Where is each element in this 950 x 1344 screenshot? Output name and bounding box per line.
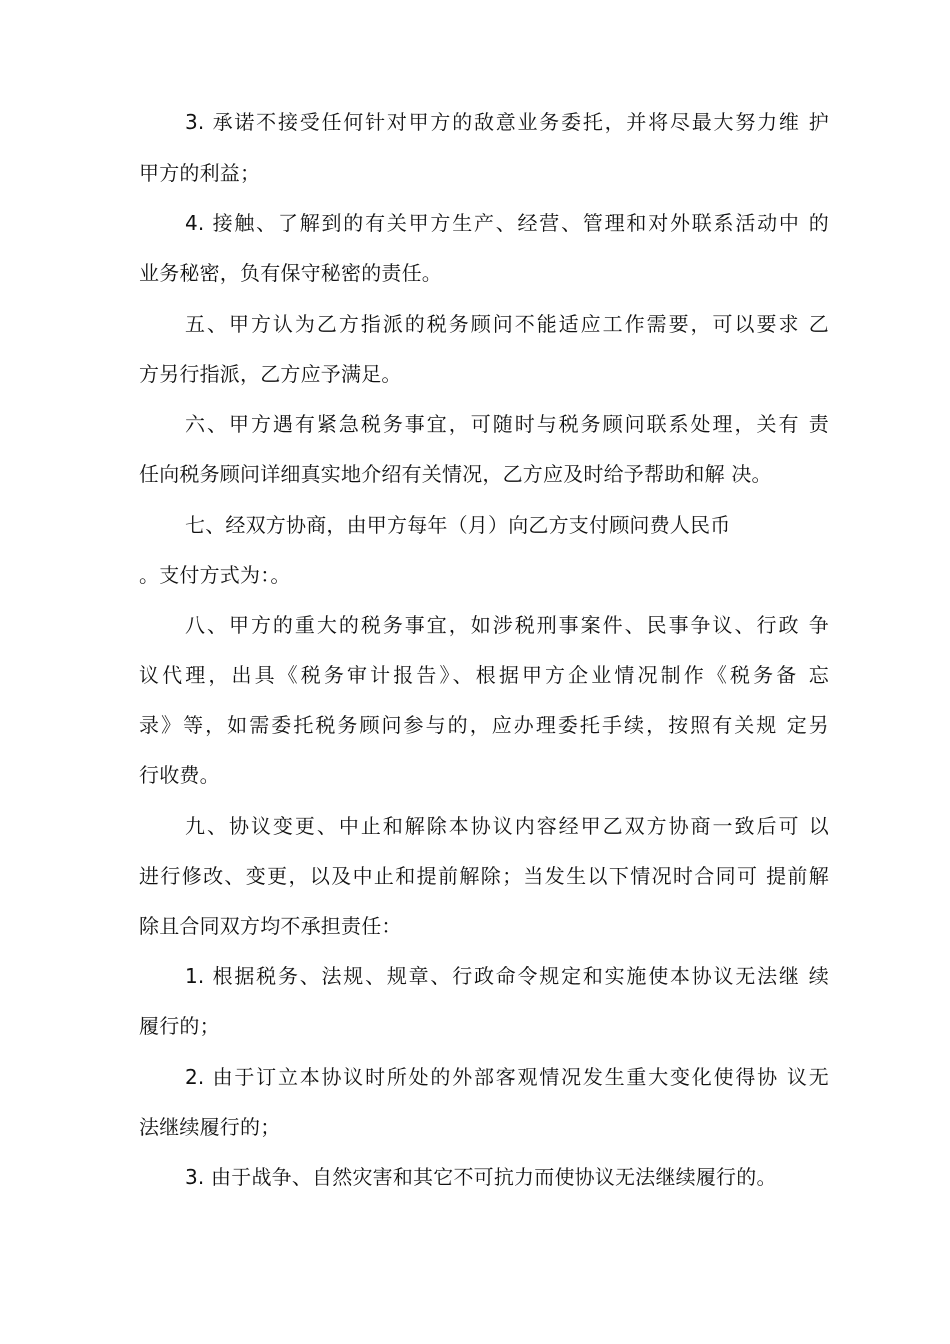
line-20: 2. 由于订立本协议时所处的外部客观情况发生重大变化使得协 议无 (185, 1065, 829, 1089)
line-11: 八、甲方的重大的税务事宜，如涉税刑事案件、民事争议、行政 争 (185, 613, 829, 637)
line-7: 六、甲方遇有紧急税务事宜，可随时与税务顾问联系处理，关有 责 (185, 412, 829, 436)
line-13: 录》等，如需委托税务顾问参与的，应办理委托手续，按照有关规 定另 (139, 713, 829, 737)
line-12: 议代理，出具《税务审计报告》、根据甲方企业情况制作《税务备 忘 (139, 663, 829, 687)
line-14: 行收费。 (139, 763, 220, 787)
line-16: 进行修改、变更，以及中止和提前解除；当发生以下情况时合同可 提前解 (139, 864, 829, 888)
line-2: 甲方的利益； (139, 161, 261, 185)
line-22: 3. 由于战争、自然灾害和其它不可抗力而使协议无法继续履行的。 (185, 1165, 777, 1189)
line-19: 履行的； (139, 1014, 220, 1038)
line-10: 。支付方式为：。 (139, 563, 291, 587)
line-17: 除且合同双方均不承担责任： (139, 914, 402, 938)
line-3: 4. 接触、了解到的有关甲方生产、经营、管理和对外联系活动中 的 (185, 211, 829, 235)
line-6: 方另行指派，乙方应予满足。 (139, 362, 402, 386)
line-1: 3. 承诺不接受任何针对甲方的敌意业务委托，并将尽最大努力维 护 (185, 110, 829, 134)
line-18: 1. 根据税务、法规、规章、行政命令规定和实施使本协议无法继 续 (185, 964, 829, 988)
line-15: 九、协议变更、中止和解除本协议内容经甲乙双方协商一致后可 以 (185, 814, 829, 838)
line-9: 七、经双方协商，由甲方每年（月）向乙方支付顾问费人民币 (185, 513, 731, 537)
line-21: 法继续履行的； (139, 1115, 281, 1139)
line-5: 五、甲方认为乙方指派的税务顾问不能适应工作需要，可以要求 乙 (185, 312, 829, 336)
line-8: 任向税务顾问详细真实地介绍有关情况，乙方应及时给予帮助和解 决。 (139, 462, 772, 486)
line-4: 业务秘密，负有保守秘密的责任。 (139, 261, 442, 285)
